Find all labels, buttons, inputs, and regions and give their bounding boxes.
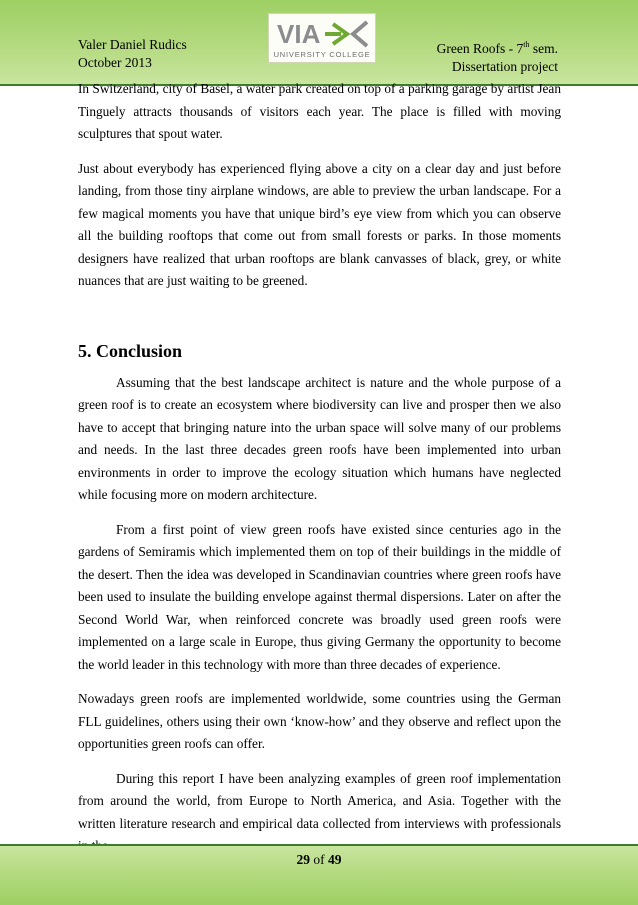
page-of: of	[313, 852, 325, 867]
report-date: October 2013	[78, 55, 152, 70]
paragraph-conclusion-1: Assuming that the best landscape architect is nature and the whole purpose of a green roof is to create an ecosystem where biodiversity can live and prosper then we also have to accept that bringing nature into the urban space will solve many of our problems and needs. In the last three decades green roofs have been implemented into urban environments in order to improve the ecology situation which humans have neglected while focusing more on modern architecture.	[78, 374, 561, 502]
logo-tagline: UNIVERSITY COLLEGE	[273, 50, 371, 59]
current-page: 29	[296, 852, 310, 867]
author-name: Valer Daniel Rudics	[78, 37, 187, 52]
paragraph-conclusion-4: During this report I have been analyzing examples of green roof implementation from around the world, from Europe to North America, and Asia. Together with the written literature research and empirical data collected from interviews with professionals	[78, 770, 561, 831]
paragraph-birds-eye: Just about everybody has experienced flying above a city on a clear day and just before landing, from those tiny airplane windows, are able to preview the urban landscape. For a few magical moments you have that unique bird’s eye view from which you can observe all the building rooftops that come out from small forests or parks. In those moments designers have realized that urban rooftops are blank canvasses of black, grey, or white nuances that are just waiting to be greened.	[78, 160, 561, 288]
paragraph-conclusion-2: From a first point of view green roofs have existed since centuries ago in the gardens of Semiramis which implemented them on top of their buildings in the middle of the desert. Then the idea was developed in Scandinavian countries where green roofs have been used to insulate the building envelope against thermal dispersions. Later on after the Second World War, when reinforced concrete was broadly used green roofs were implemented on a large scale in Europe, thus giving Germany the opportunity to become the world leader in this technology with more than three decades of experience.	[78, 521, 561, 672]
via-arrows-logo-icon	[269, 14, 375, 62]
paragraph-basel: In Switzerland, city of Basel, a water park created on top of a parking garage by artist Jean Tinguely attracts thousands of visitors each year. The place is filled with moving sculptures that spout water.	[78, 81, 561, 141]
logo-word: VIA	[277, 19, 321, 49]
header-right	[437, 36, 558, 76]
header-left	[78, 36, 187, 72]
page-content	[78, 78, 561, 858]
section-heading: 5. Conclusion	[78, 340, 183, 361]
paragraph-conclusion-3: Nowadays green roofs are implemented worldwide, some countries using the German FLL guidelines, others using their own ‘know-how’ and they observe and reflect upon the opportunities green roofs can offer.	[78, 691, 561, 751]
title-superscript: th	[523, 40, 530, 49]
document-title	[437, 36, 558, 58]
page-number	[0, 852, 638, 868]
logo-arrow-grey	[353, 22, 367, 46]
via-university-college-logo	[268, 13, 376, 63]
document-subtitle: Dissertation project	[451, 59, 558, 74]
total-pages: 49	[328, 852, 342, 867]
title-suffix: sem.	[529, 41, 558, 56]
title-prefix: Green Roofs - 7	[436, 41, 524, 56]
